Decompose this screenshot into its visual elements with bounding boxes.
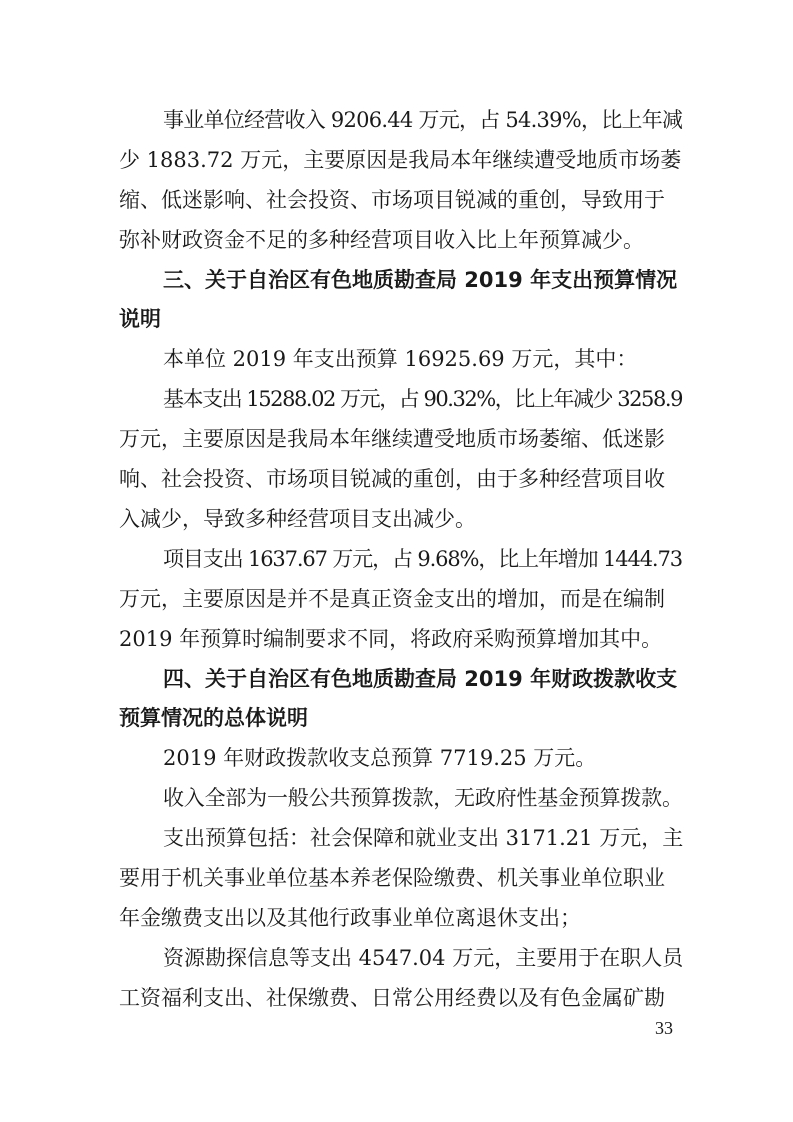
body-line: 基本支出 15288.02 万元，占 90.32%，比上年减少 3258.9 bbox=[163, 387, 682, 411]
body-line: 要用于机关事业单位基本养老保险缴费、机关事业单位职业 bbox=[119, 866, 665, 890]
body-line: 万元，主要原因是并不是真正资金支出的增加，而是在编制 bbox=[119, 587, 665, 611]
body-line: 缩、低迷影响、社会投资、市场项目锐减的重创，导致用于 bbox=[119, 188, 665, 212]
section-heading: 预算情况的总体说明 bbox=[119, 706, 308, 730]
body-line: 事业单位经营收入 9206.44 万元，占 54.39%，比上年减 bbox=[163, 108, 683, 132]
body-line: 2019 年预算时编制要求不同，将政府采购预算增加其中。 bbox=[119, 627, 663, 651]
body-line: 入减少，导致多种经营项目支出减少。 bbox=[119, 507, 476, 531]
body-line: 项目支出 1637.67 万元，占 9.68%，比上年增加 1444.73 bbox=[163, 547, 682, 571]
body-line: 本单位 2019 年支出预算 16925.69 万元，其中： bbox=[163, 347, 638, 371]
body-line: 年金缴费支出以及其他行政事业单位离退休支出； bbox=[119, 906, 581, 930]
page-number: 33 bbox=[655, 1018, 673, 1038]
body-line: 资源勘探信息等支出 4547.04 万元，主要用于在职人员 bbox=[163, 946, 684, 970]
body-line: 万元，主要原因是我局本年继续遭受地质市场萎缩、低迷影 bbox=[119, 427, 665, 451]
body-line: 收入全部为一般公共预算拨款，无政府性基金预算拨款。 bbox=[163, 786, 683, 810]
body-line: 弥补财政资金不足的多种经营项目收入比上年预算减少。 bbox=[119, 228, 644, 252]
body-line: 工资福利支出、社保缴费、日常公用经费以及有色金属矿勘 bbox=[119, 986, 665, 1010]
body-line: 响、社会投资、市场项目锐减的重创，由于多种经营项目收 bbox=[119, 467, 665, 491]
section-heading: 说明 bbox=[119, 307, 161, 331]
body-line: 少 1883.72 万元，主要原因是我局本年继续遭受地质市场萎 bbox=[119, 148, 682, 172]
body-line: 支出预算包括：社会保障和就业支出 3171.21 万元，主 bbox=[163, 826, 684, 850]
section-heading: 三、关于自治区有色地质勘查局 2019 年支出预算情况 bbox=[163, 268, 678, 292]
section-heading: 四、关于自治区有色地质勘查局 2019 年财政拨款收支 bbox=[163, 667, 678, 691]
body-line: 2019 年财政拨款收支总预算 7719.25 万元。 bbox=[163, 746, 597, 770]
